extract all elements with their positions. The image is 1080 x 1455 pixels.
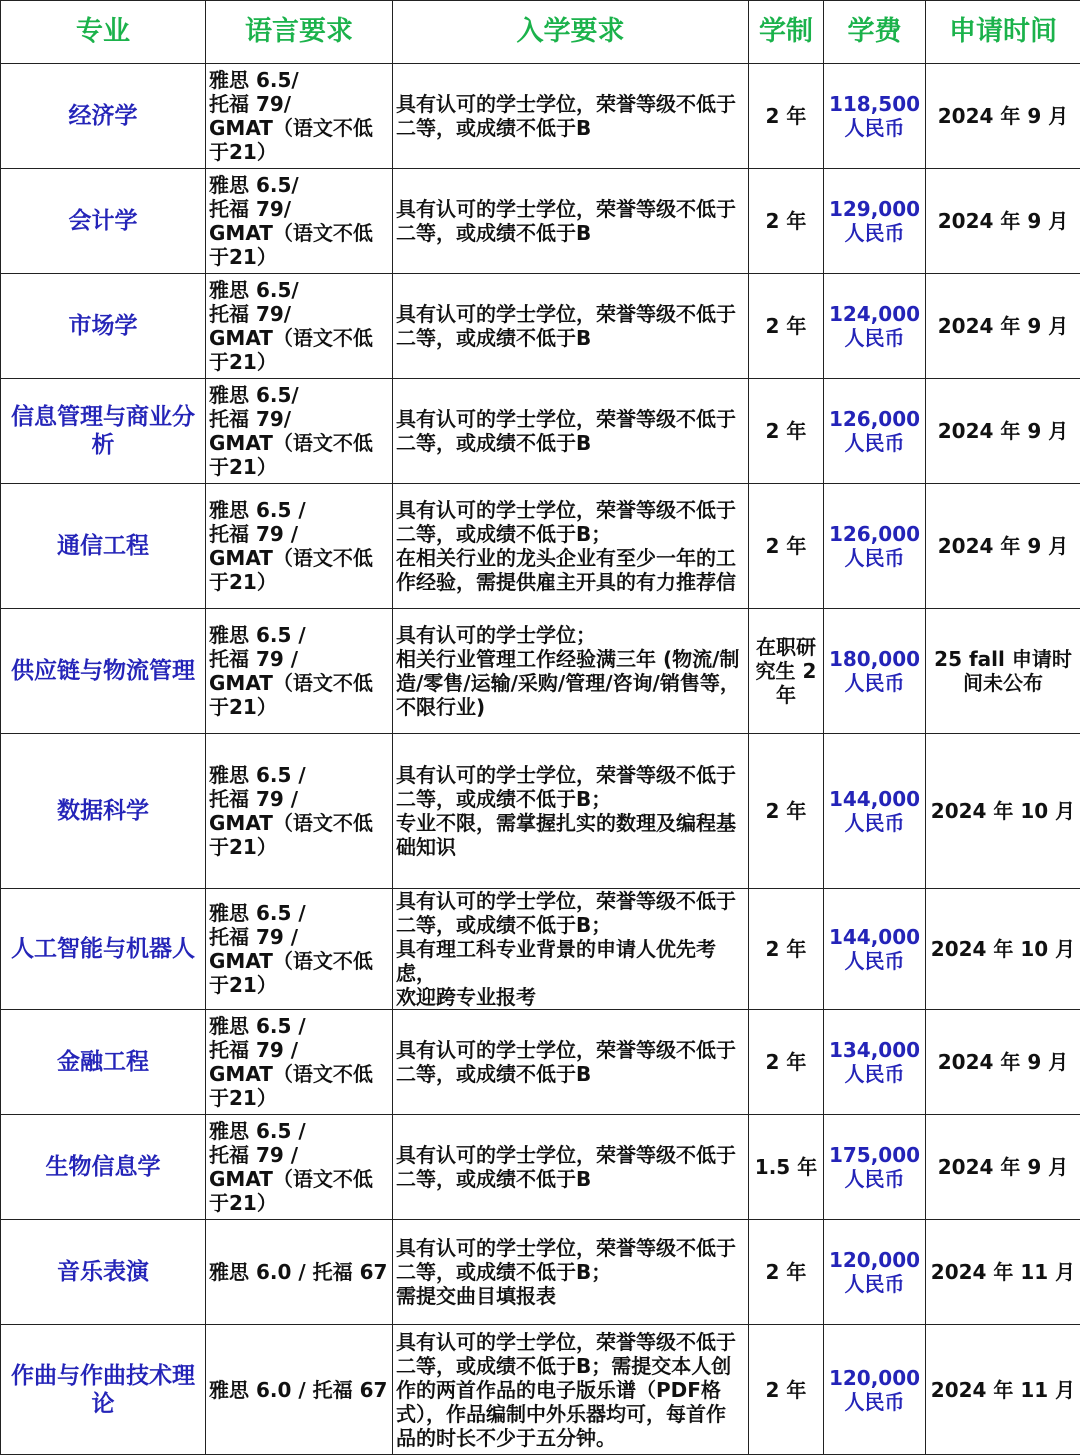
- admission-cell-line: 式），作品编制中外乐器均可，每首作: [396, 1402, 745, 1426]
- tuition-cell-line: 175,000: [827, 1143, 922, 1167]
- language-cell: [206, 734, 393, 889]
- tuition-cell: [824, 484, 926, 609]
- language-cell-line: GMAT（语文不低: [209, 949, 389, 973]
- language-cell-line: 托福 79 /: [209, 787, 389, 811]
- admission-cell-line: 具有认可的学士学位，荣誉等级不低于: [396, 92, 745, 116]
- language-cell: [206, 1115, 393, 1220]
- duration-cell: 2 年: [749, 379, 824, 484]
- language-cell: [206, 274, 393, 379]
- language-cell: [206, 484, 393, 609]
- major-cell: 生物信息学: [1, 1115, 206, 1220]
- table-row: [1, 1220, 1080, 1325]
- admission-cell-line: 专业不限，需掌握扎实的数理及编程基: [396, 811, 745, 835]
- admission-cell-line: 二等，或成绩不低于B；需提交本人创: [396, 1354, 745, 1378]
- tuition-cell-line: 人民币: [827, 326, 922, 350]
- language-cell: [206, 64, 393, 169]
- language-cell-line: 于21）: [209, 140, 389, 164]
- table-row: [1, 64, 1080, 169]
- duration-cell: 2 年: [749, 274, 824, 379]
- language-cell-line: 于21）: [209, 1086, 389, 1110]
- apply-time-cell: 25 fall 申请时间未公布: [926, 609, 1080, 734]
- tuition-cell-line: 人民币: [827, 1167, 922, 1191]
- apply-time-cell: 2024 年 9 月: [926, 379, 1080, 484]
- duration-cell: 在职研究生 2 年: [749, 609, 824, 734]
- duration-cell: 2 年: [749, 484, 824, 609]
- tuition-cell-line: 144,000: [827, 787, 922, 811]
- major-cell: 人工智能与机器人: [1, 889, 206, 1010]
- language-cell-line: GMAT（语文不低: [209, 1062, 389, 1086]
- tuition-cell: [824, 169, 926, 274]
- tuition-cell-line: 144,000: [827, 925, 922, 949]
- apply-time-cell: 2024 年 9 月: [926, 1115, 1080, 1220]
- language-cell-line: GMAT（语文不低: [209, 116, 389, 140]
- admission-cell: [393, 274, 749, 379]
- table-row: [1, 169, 1080, 274]
- admission-cell-line: 二等，或成绩不低于B；: [396, 522, 745, 546]
- major-cell: 会计学: [1, 169, 206, 274]
- language-cell-line: 雅思 6.5 /: [209, 1014, 389, 1038]
- admission-cell: [393, 64, 749, 169]
- table-row: [1, 274, 1080, 379]
- tuition-cell-line: 120,000: [827, 1366, 922, 1390]
- admission-cell: [393, 609, 749, 734]
- tuition-cell-line: 人民币: [827, 1390, 922, 1414]
- admission-cell: [393, 734, 749, 889]
- admission-cell-line: 具有认可的学士学位，荣誉等级不低于: [396, 889, 745, 913]
- admission-cell-line: 在相关行业的龙头企业有至少一年的工: [396, 546, 745, 570]
- language-cell-line: 雅思 6.5 /: [209, 1119, 389, 1143]
- apply-time-cell: 2024 年 9 月: [926, 484, 1080, 609]
- table-row: [1, 889, 1080, 1010]
- header-tuition: 学费: [824, 1, 926, 64]
- apply-time-cell: 2024 年 10 月: [926, 734, 1080, 889]
- tuition-cell: [824, 274, 926, 379]
- tuition-cell-line: 人民币: [827, 1062, 922, 1086]
- language-cell-line: 于21）: [209, 350, 389, 374]
- major-cell: 信息管理与商业分析: [1, 379, 206, 484]
- table-row: [1, 609, 1080, 734]
- major-cell: 音乐表演: [1, 1220, 206, 1325]
- admission-cell-line: 具有认可的学士学位，荣誉等级不低于: [396, 302, 745, 326]
- admission-cell-line: 具有认可的学士学位，荣誉等级不低于: [396, 498, 745, 522]
- tuition-cell: [824, 609, 926, 734]
- admission-cell: [393, 169, 749, 274]
- admission-cell-line: 具有认可的学士学位，荣誉等级不低于: [396, 197, 745, 221]
- tuition-cell: [824, 1325, 926, 1455]
- tuition-cell-line: 129,000: [827, 197, 922, 221]
- duration-cell: 1.5 年: [749, 1115, 824, 1220]
- tuition-cell: [824, 1010, 926, 1115]
- admission-cell-line: 二等，或成绩不低于B；: [396, 1260, 745, 1284]
- tuition-cell: [824, 1115, 926, 1220]
- admission-cell: [393, 1010, 749, 1115]
- table-row: [1, 1010, 1080, 1115]
- admission-cell-line: 二等，或成绩不低于B: [396, 1167, 745, 1191]
- tuition-cell-line: 人民币: [827, 949, 922, 973]
- admission-cell-line: 不限行业): [396, 695, 745, 719]
- header-language: 语言要求: [206, 1, 393, 64]
- language-cell-line: 于21）: [209, 1191, 389, 1215]
- language-cell-line: GMAT（语文不低: [209, 221, 389, 245]
- language-cell-line: GMAT（语文不低: [209, 431, 389, 455]
- admission-cell-line: 具有理工科专业背景的申请人优先考虑，: [396, 937, 745, 985]
- language-cell-line: 于21）: [209, 245, 389, 269]
- apply-time-cell: 2024 年 9 月: [926, 64, 1080, 169]
- table-row: [1, 484, 1080, 609]
- admission-cell-line: 造/零售/运输/采购/管理/咨询/销售等，: [396, 671, 745, 695]
- admission-cell-line: 具有认可的学士学位，荣誉等级不低于: [396, 1236, 745, 1260]
- language-cell: [206, 379, 393, 484]
- admission-cell-line: 相关行业管理工作经验满三年 (物流/制: [396, 647, 745, 671]
- table-row: [1, 1325, 1080, 1455]
- apply-time-cell: 2024 年 11 月: [926, 1325, 1080, 1455]
- language-cell-line: 雅思 6.0 / 托福 67: [209, 1378, 389, 1402]
- language-cell-line: 托福 79 /: [209, 647, 389, 671]
- duration-cell: 2 年: [749, 1325, 824, 1455]
- duration-cell: 2 年: [749, 169, 824, 274]
- tuition-cell: [824, 734, 926, 889]
- tuition-cell-line: 180,000: [827, 647, 922, 671]
- admission-cell-line: 需提交曲目填报表: [396, 1284, 745, 1308]
- admission-cell-line: 具有认可的学士学位，荣誉等级不低于: [396, 763, 745, 787]
- language-cell-line: 托福 79/: [209, 407, 389, 431]
- table-row: [1, 379, 1080, 484]
- apply-time-cell: 2024 年 9 月: [926, 274, 1080, 379]
- tuition-cell-line: 126,000: [827, 407, 922, 431]
- language-cell-line: 托福 79 /: [209, 1038, 389, 1062]
- language-cell-line: GMAT（语文不低: [209, 546, 389, 570]
- language-cell-line: 于21）: [209, 973, 389, 997]
- tuition-cell-line: 人民币: [827, 221, 922, 245]
- admission-cell-line: 具有认可的学士学位，荣誉等级不低于: [396, 1038, 745, 1062]
- admission-cell-line: 具有认可的学士学位，荣誉等级不低于: [396, 1143, 745, 1167]
- apply-time-cell: 2024 年 10 月: [926, 889, 1080, 1010]
- tuition-cell-line: 118,500: [827, 92, 922, 116]
- tuition-cell-line: 人民币: [827, 116, 922, 140]
- duration-cell: 2 年: [749, 889, 824, 1010]
- major-cell: 金融工程: [1, 1010, 206, 1115]
- header-major: 专业: [1, 1, 206, 64]
- language-cell-line: 托福 79 /: [209, 522, 389, 546]
- tuition-cell-line: 120,000: [827, 1248, 922, 1272]
- admission-cell-line: 作的两首作品的电子版乐谱（PDF格: [396, 1378, 745, 1402]
- language-cell-line: 雅思 6.5/: [209, 383, 389, 407]
- table-row: [1, 1115, 1080, 1220]
- language-cell-line: 于21）: [209, 835, 389, 859]
- tuition-cell: [824, 1220, 926, 1325]
- language-cell-line: 于21）: [209, 455, 389, 479]
- language-cell-line: 雅思 6.5 /: [209, 623, 389, 647]
- language-cell-line: GMAT（语文不低: [209, 671, 389, 695]
- language-cell: [206, 1220, 393, 1325]
- language-cell-line: 雅思 6.5/: [209, 68, 389, 92]
- admission-cell-line: 欢迎跨专业报考: [396, 985, 745, 1009]
- language-cell-line: 雅思 6.5 /: [209, 763, 389, 787]
- language-cell-line: GMAT（语文不低: [209, 326, 389, 350]
- admission-cell: [393, 484, 749, 609]
- tuition-cell-line: 126,000: [827, 522, 922, 546]
- language-cell-line: 托福 79 /: [209, 925, 389, 949]
- admission-cell-line: 具有认可的学士学位，荣誉等级不低于: [396, 407, 745, 431]
- major-cell: 市场学: [1, 274, 206, 379]
- admission-cell-line: 具有认可的学士学位；: [396, 623, 745, 647]
- major-cell: 经济学: [1, 64, 206, 169]
- language-cell-line: GMAT（语文不低: [209, 811, 389, 835]
- header-admission: 入学要求: [393, 1, 749, 64]
- major-cell: 作曲与作曲技术理论: [1, 1325, 206, 1455]
- tuition-cell: [824, 64, 926, 169]
- language-cell-line: 雅思 6.5/: [209, 278, 389, 302]
- admission-cell: [393, 1220, 749, 1325]
- table-row: [1, 734, 1080, 889]
- tuition-cell-line: 人民币: [827, 546, 922, 570]
- admission-cell: [393, 1115, 749, 1220]
- tuition-cell-line: 124,000: [827, 302, 922, 326]
- duration-cell: 2 年: [749, 64, 824, 169]
- duration-cell: 2 年: [749, 1010, 824, 1115]
- language-cell: [206, 1010, 393, 1115]
- language-cell-line: 雅思 6.0 / 托福 67: [209, 1260, 389, 1284]
- language-cell-line: 托福 79/: [209, 302, 389, 326]
- apply-time-cell: 2024 年 9 月: [926, 1010, 1080, 1115]
- apply-time-cell: 2024 年 11 月: [926, 1220, 1080, 1325]
- admission-cell-line: 二等，或成绩不低于B: [396, 1062, 745, 1086]
- admission-cell-line: 二等，或成绩不低于B；: [396, 787, 745, 811]
- language-cell-line: GMAT（语文不低: [209, 1167, 389, 1191]
- admission-cell-line: 二等，或成绩不低于B: [396, 326, 745, 350]
- admission-cell-line: 品的时长不少于五分钟。: [396, 1426, 745, 1450]
- language-cell: [206, 1325, 393, 1455]
- language-cell-line: 雅思 6.5/: [209, 173, 389, 197]
- admission-cell-line: 具有认可的学士学位，荣誉等级不低于: [396, 1330, 745, 1354]
- major-cell: 供应链与物流管理: [1, 609, 206, 734]
- admission-cell-line: 作经验，需提供雇主开具的有力推荐信: [396, 570, 745, 594]
- admission-cell-line: 二等，或成绩不低于B: [396, 116, 745, 140]
- major-cell: 数据科学: [1, 734, 206, 889]
- language-cell-line: 托福 79/: [209, 197, 389, 221]
- language-cell: [206, 889, 393, 1010]
- major-cell: 通信工程: [1, 484, 206, 609]
- language-cell-line: 于21）: [209, 570, 389, 594]
- table-header-row: [1, 1, 1080, 64]
- language-cell: [206, 169, 393, 274]
- header-duration: 学制: [749, 1, 824, 64]
- tuition-cell-line: 人民币: [827, 671, 922, 695]
- tuition-cell-line: 人民币: [827, 1272, 922, 1296]
- header-apply-time: 申请时间: [926, 1, 1080, 64]
- admission-cell-line: 础知识: [396, 835, 745, 859]
- admission-cell-line: 二等，或成绩不低于B: [396, 431, 745, 455]
- language-cell-line: 托福 79 /: [209, 1143, 389, 1167]
- language-cell-line: 雅思 6.5 /: [209, 901, 389, 925]
- duration-cell: 2 年: [749, 734, 824, 889]
- tuition-cell-line: 人民币: [827, 431, 922, 455]
- duration-cell: 2 年: [749, 1220, 824, 1325]
- admission-cell: [393, 889, 749, 1010]
- apply-time-cell: 2024 年 9 月: [926, 169, 1080, 274]
- language-cell-line: 托福 79/: [209, 92, 389, 116]
- tuition-cell-line: 人民币: [827, 811, 922, 835]
- tuition-cell-line: 134,000: [827, 1038, 922, 1062]
- tuition-cell: [824, 889, 926, 1010]
- language-cell-line: 雅思 6.5 /: [209, 498, 389, 522]
- tuition-cell: [824, 379, 926, 484]
- language-cell: [206, 609, 393, 734]
- admission-cell-line: 二等，或成绩不低于B: [396, 221, 745, 245]
- admission-cell: [393, 379, 749, 484]
- admission-cell: [393, 1325, 749, 1455]
- language-cell-line: 于21）: [209, 695, 389, 719]
- admission-cell-line: 二等，或成绩不低于B；: [396, 913, 745, 937]
